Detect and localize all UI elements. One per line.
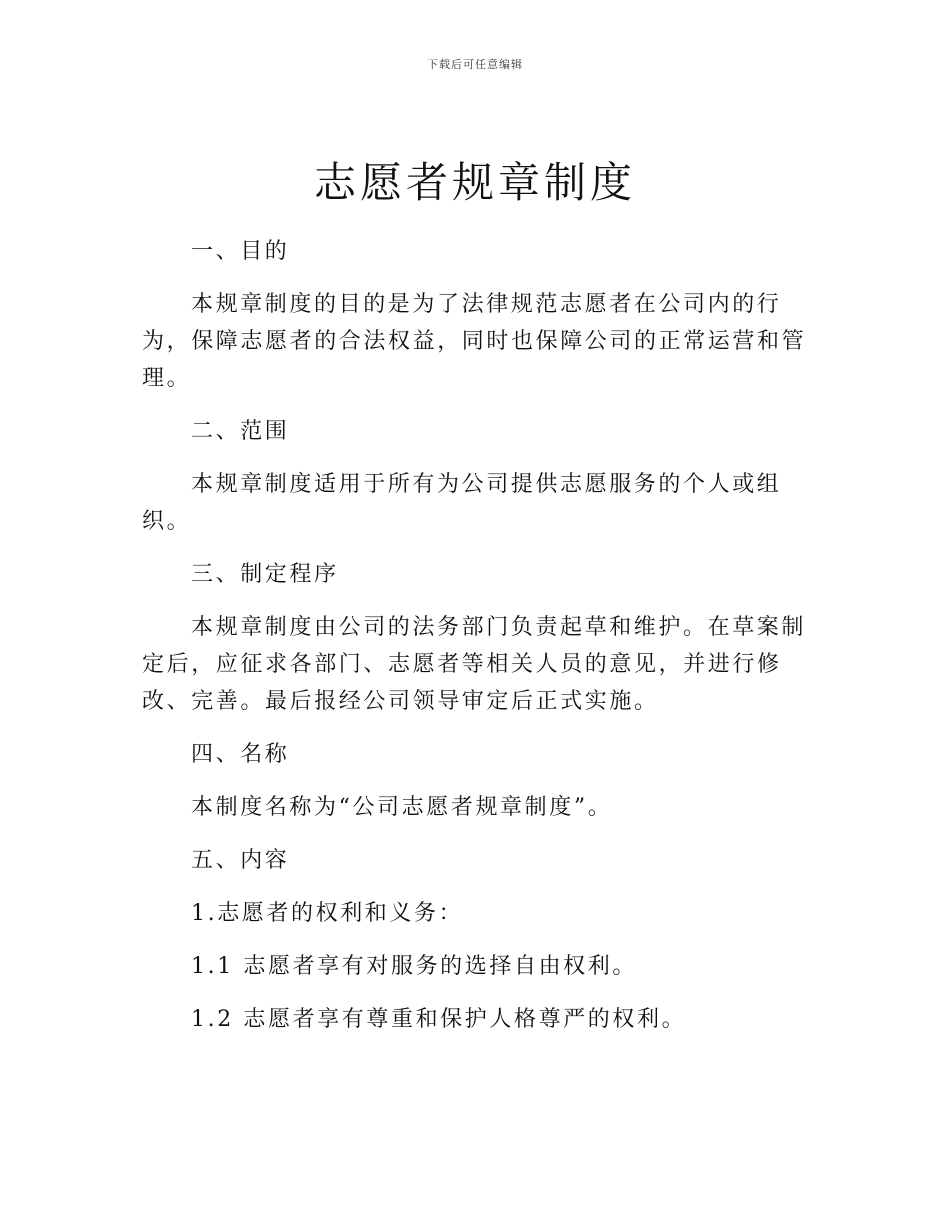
document-body: [142, 233, 812, 1038]
body-line: 二、范围: [191, 419, 290, 444]
body-line: 一、目的: [191, 239, 290, 264]
header-note: 下载后可任意编辑: [427, 58, 523, 71]
body-line: 织。: [142, 509, 192, 534]
body-line: 1.志愿者的权利和义务：: [191, 901, 464, 926]
document-title: 志愿者规章制度: [313, 158, 636, 207]
body-line: 三、制定程序: [191, 562, 339, 587]
body-line: 1.2 志愿者享有尊重和保护人格尊严的权利。: [191, 1007, 687, 1032]
body-line: 四、名称: [191, 742, 290, 767]
body-line: 为，保障志愿者的合法权益，同时也保障公司的正常运营和管: [142, 329, 807, 354]
body-line: 本规章制度的目的是为了法律规范志愿者在公司内的行: [191, 292, 782, 317]
body-line: 改、完善。最后报经公司领导审定后正式实施。: [142, 689, 659, 714]
body-line: 本制度名称为“公司志愿者规章制度”。: [191, 795, 613, 820]
body-line: 五、内容: [191, 848, 290, 873]
body-line: 理。: [142, 366, 192, 391]
body-line: 定后，应征求各部门、志愿者等相关人员的意见，并进行修: [142, 652, 782, 677]
body-line: 1.1 志愿者享有对服务的选择自由权利。: [191, 954, 637, 979]
body-line: 本规章制度适用于所有为公司提供志愿服务的个人或组: [191, 472, 782, 497]
body-line: 本规章制度由公司的法务部门负责起草和维护。在草案制: [191, 615, 807, 640]
